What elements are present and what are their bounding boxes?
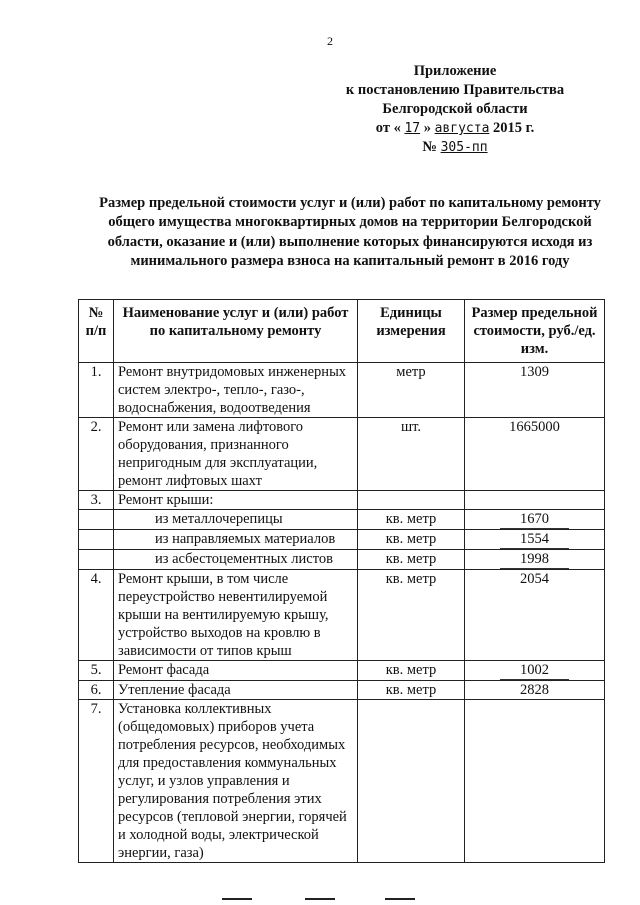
row-num: 4. [79,570,114,661]
row-name: Ремонт крыши: [114,491,358,510]
appendix-number [330,138,580,157]
row-price: 2828 [465,681,605,700]
scan-mark [222,898,252,900]
row-unit [358,700,465,863]
appendix-line-2: к постановлению Правительства [345,82,565,98]
table-row [79,510,605,530]
row-price [465,491,605,510]
row-num [79,530,114,550]
row-unit: кв. метр [358,530,465,550]
row-unit: кв. метр [358,550,465,570]
header-name: Наименование услуг и (или) работ по капитальному ремонту [114,300,358,363]
row-num: 1. [79,363,114,418]
number-label: № [422,139,437,155]
table-row [79,700,605,863]
header-price: Размер предельной стоимости, руб./ед. изм. [465,300,605,363]
row-num [79,510,114,530]
row-price [465,530,605,550]
row-price-value: 1998 [500,550,569,569]
row-unit: метр [358,363,465,418]
row-name: Утепление фасада [114,681,358,700]
row-unit: кв. метр [358,510,465,530]
row-unit: кв. метр [358,661,465,681]
row-unit: кв. метр [358,681,465,700]
scan-mark [385,898,415,900]
date-month: августа [434,121,490,136]
date-day: 17 [404,121,421,136]
row-num [79,550,114,570]
document-title: Размер предельной стоимости услуг и (или) работ по капитальному ремонту общего имущества многоквартирных домов на территории Белгородской области, оказание и (или) выполнение которых финансируются исходя из минимального размера взноса на капитальный ремонт в 2016 году [99,195,601,269]
row-price [465,550,605,570]
number-value: 305-пп [440,140,488,155]
row-price-value: 1670 [500,510,569,529]
table-row [79,491,605,510]
table-row [79,363,605,418]
row-price: 1309 [465,363,605,418]
scan-mark [305,898,335,900]
row-unit [358,491,465,510]
table-row [79,661,605,681]
appendix-line-1: Приложение [413,63,497,79]
date-mid: » [423,120,431,136]
row-name: из направляемых материалов [114,530,358,550]
page-number: 2 [327,34,333,48]
header-num: № п/п [79,300,114,363]
table-header-row [79,300,605,363]
row-price-value: 1002 [500,661,569,680]
appendix-block [330,62,580,157]
table-row [79,418,605,491]
row-name: Ремонт внутридомовых инженерных систем электро-, тепло-, газо-, водоснабжения, водоотведения [114,363,358,418]
header-unit: Единицы измерения [358,300,465,363]
row-price [465,661,605,681]
appendix-line-3: Белгородской области [382,101,528,117]
appendix-date [330,119,580,138]
row-unit: шт. [358,418,465,491]
row-price-value: 1554 [500,530,569,549]
row-name: Ремонт крыши, в том числе переустройство невентилируемой крыши на вентилируемую крышу, устройство выходов на кровлю в зависимости от типов крыш [114,570,358,661]
footer-scan-marks [0,893,640,903]
row-price: 1665000 [465,418,605,491]
table-row [79,570,605,661]
row-num: 3. [79,491,114,510]
row-name: Ремонт или замена лифтового оборудования, признанного непригодным для эксплуатации, ремонт лифтовых шахт [114,418,358,491]
row-num: 5. [79,661,114,681]
table-row [79,550,605,570]
row-name: из металлочерепицы [114,510,358,530]
row-name: Ремонт фасада [114,661,358,681]
row-price [465,700,605,863]
table-row [79,681,605,700]
row-unit: кв. метр [358,570,465,661]
price-table [78,299,605,863]
date-year: 2015 г. [493,120,535,136]
row-name: из асбестоцементных листов [114,550,358,570]
date-prefix: от « [375,120,401,136]
row-price: 2054 [465,570,605,661]
row-num: 7. [79,700,114,863]
row-price [465,510,605,530]
row-num: 6. [79,681,114,700]
row-num: 2. [79,418,114,491]
row-name: Установка коллективных (общедомовых) приборов учета потребления ресурсов, необходимых для предоставления коммунальных услуг, и узлов управления и регулирования потребления этих ресурсов (тепловой энергии, горячей и холодной воды, электрической энергии, газа) [114,700,358,863]
table-row [79,530,605,550]
